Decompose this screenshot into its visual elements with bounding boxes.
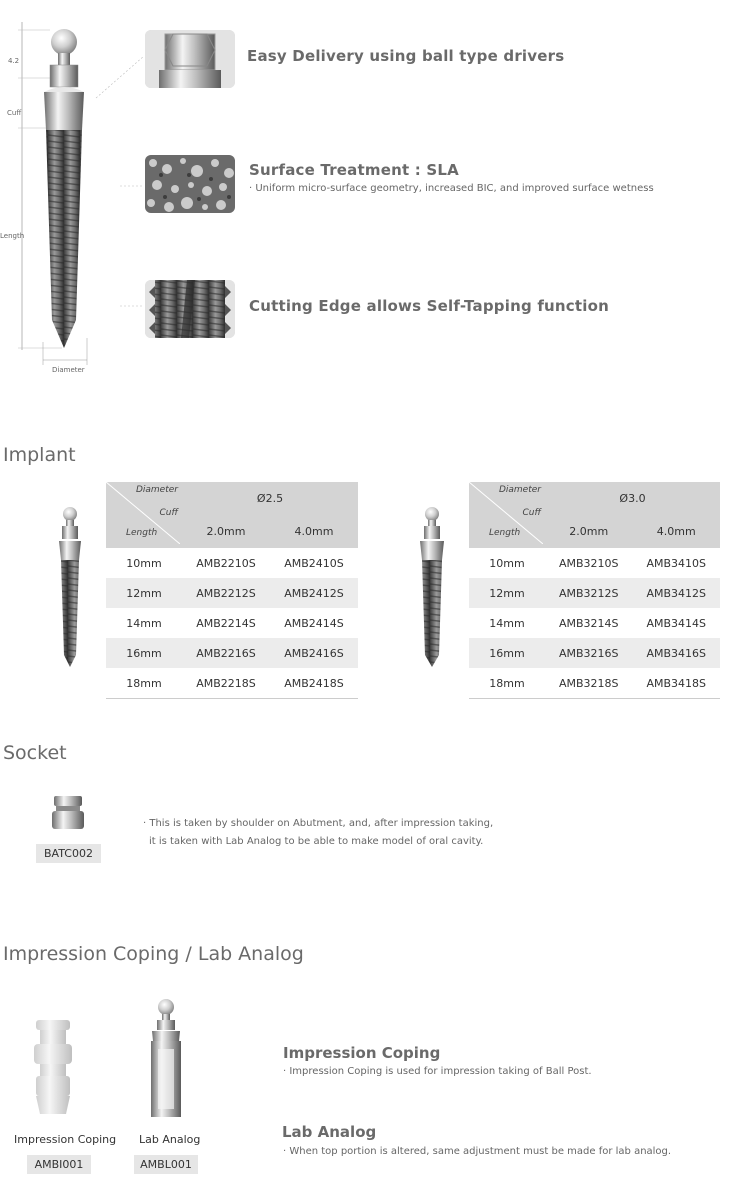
table-row: 10mm AMB3210S AMB3410S bbox=[489, 556, 707, 570]
diameter-value: Ø3.0 bbox=[545, 482, 720, 515]
table-row: 12mm AMB3212S AMB3412S bbox=[469, 578, 720, 608]
cutting-edge-thumbnail bbox=[145, 280, 235, 338]
cuff-value: 4.0mm bbox=[270, 515, 358, 548]
cuff-value: 2.0mm bbox=[545, 515, 633, 548]
dim-length-label: Length bbox=[0, 232, 25, 240]
implant-table-3-0 bbox=[469, 482, 720, 699]
impression-coping-caption: Impression Coping bbox=[14, 1133, 117, 1146]
implant-section-title: Implant bbox=[3, 444, 76, 466]
hex-ball-thumbnail bbox=[145, 30, 235, 88]
connector-lines bbox=[90, 40, 150, 320]
dim-diameter-label: Diameter bbox=[52, 366, 85, 374]
socket-section-title: Socket bbox=[3, 742, 67, 764]
header-diameter: Diameter bbox=[498, 485, 541, 495]
diameter-value: Ø2.5 bbox=[182, 482, 358, 515]
table-row: 14mm AMB3214S AMB3414S bbox=[489, 616, 707, 630]
table-header-diag bbox=[469, 482, 545, 548]
feature-title-delivery: Easy Delivery using ball type drivers bbox=[247, 47, 565, 65]
table-row: 10mm AMB2210S AMB2410S bbox=[126, 556, 344, 570]
socket-desc-line2: it is taken with Lab Analog to be able to make model of oral cavity. bbox=[149, 836, 484, 847]
lab-analog-desc: · When top portion is altered, same adjustment must be made for lab analog. bbox=[283, 1146, 672, 1157]
implant-thumbnail-3-0 bbox=[414, 505, 450, 670]
socket-code: BATC002 bbox=[36, 844, 101, 863]
dim-cuff-label: Cuff bbox=[7, 109, 22, 117]
table-row: 14mm AMB2214S AMB2414S bbox=[126, 616, 344, 630]
table-header-diag bbox=[106, 482, 182, 548]
header-cuff: Cuff bbox=[159, 508, 178, 518]
dim-head-label: 4.2 bbox=[8, 57, 20, 65]
impression-coping-desc: · Impression Coping is used for impression taking of Ball Post. bbox=[283, 1066, 592, 1077]
lab-analog-image bbox=[146, 997, 186, 1119]
sla-surface-thumbnail bbox=[145, 155, 235, 213]
feature-desc-sla: · Uniform micro-surface geometry, increased BIC, and improved surface wetness bbox=[249, 183, 654, 194]
header-length: Length bbox=[489, 528, 521, 538]
feature-title-cutting: Cutting Edge allows Self-Tapping function bbox=[249, 297, 609, 315]
table-row: 18mm AMB3218S AMB3418S bbox=[469, 668, 720, 699]
header-length: Length bbox=[126, 528, 158, 538]
cuff-value: 4.0mm bbox=[633, 515, 721, 548]
lab-analog-code: AMBL001 bbox=[134, 1155, 198, 1174]
table-row: 16mm AMB3216S AMB3416S bbox=[469, 638, 720, 668]
impression-coping-code: AMBI001 bbox=[27, 1155, 91, 1174]
implant-thumbnail-2-5 bbox=[52, 505, 88, 670]
impression-coping-title: Impression Coping bbox=[283, 1044, 441, 1062]
socket-desc-line1: · This is taken by shoulder on Abutment, and, after impression taking, bbox=[143, 818, 494, 829]
implant-table-2-5 bbox=[106, 482, 358, 699]
table-row: 12mm AMB2212S AMB2412S bbox=[106, 578, 358, 608]
impression-section-title: Impression Coping / Lab Analog bbox=[3, 943, 304, 965]
table-row: 18mm AMB2218S AMB2418S bbox=[106, 668, 358, 699]
header-diameter: Diameter bbox=[135, 485, 178, 495]
header-cuff: Cuff bbox=[522, 508, 541, 518]
lab-analog-title: Lab Analog bbox=[282, 1123, 377, 1141]
impression-coping-image bbox=[30, 1020, 76, 1116]
lab-analog-caption: Lab Analog bbox=[139, 1133, 201, 1146]
cuff-value: 2.0mm bbox=[182, 515, 270, 548]
table-row: 16mm AMB2216S AMB2416S bbox=[106, 638, 358, 668]
feature-title-sla: Surface Treatment : SLA bbox=[249, 161, 459, 179]
socket-image bbox=[50, 796, 86, 832]
